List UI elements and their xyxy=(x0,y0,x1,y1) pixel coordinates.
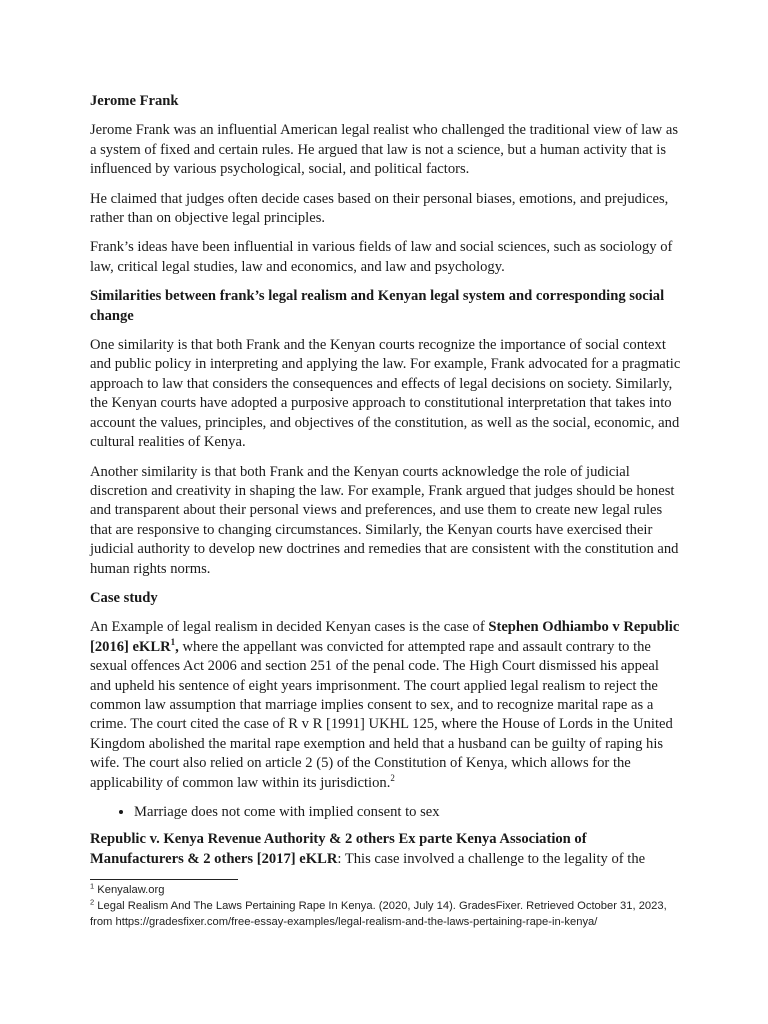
paragraph-judges-bias: He claimed that judges often decide cases based on their personal biases, emotions, and prejudices, rather than on objective legal principles. xyxy=(90,190,669,227)
paragraph-intro: Jerome Frank was an influential American legal realist who challenged the traditional view of law as a system of fixed and certain rules. He argued that law is not a science, but a human activity that is influenced by various psychological, social, and political factors. xyxy=(90,122,679,178)
section-heading-similarities: Similarities between frank’s legal realism and Kenyan legal system and corresponding social change xyxy=(90,288,665,324)
paragraph-similarity-social-context: One similarity is that both Frank and the Kenyan courts recognize the importance of social context and public policy in interpreting and applying the law. For example, Frank advocated for a pragmatic approach to law that considers the consequences and effects of legal decisions on society. Similarly, the Kenyan courts have adopted a purposive approach to constitutional interpretation that takes into account the values, principles, and objectives of the constitution, as well as the social, economic, and cultural realities of Kenya. xyxy=(90,337,681,451)
paragraph-case-two xyxy=(90,830,682,869)
section-heading-case-study: Case study xyxy=(90,589,158,606)
bullet-list xyxy=(90,803,682,822)
paragraph-case-study xyxy=(90,618,682,793)
footnote-1: $^1$ Kenyalaw.org xyxy=(90,881,165,896)
footnote-ref-2[interactable]: 2 xyxy=(390,772,395,783)
case-two-body: : This case involved a challenge to the legality of the xyxy=(337,850,646,867)
document-body xyxy=(90,92,682,879)
case-two-name: Republic v. Kenya Revenue Authority & 2 others Ex parte Kenya Association of Manufacturers & 2 others [2017] eKLR xyxy=(90,831,587,867)
list-item: • Marriage does not come with implied consent to sex xyxy=(134,803,682,822)
section-heading-jerome-frank: Jerome Frank xyxy=(90,93,179,109)
footnotes xyxy=(90,876,690,930)
case-name: Stephen Odhiambo v Republic [2016] eKLR$^1$, xyxy=(90,619,680,655)
footnote-ref-1[interactable]: 1 xyxy=(170,636,176,647)
case-intro-text: An Example of legal realism in decided Kenyan cases is the case of xyxy=(90,619,489,636)
paragraph-similarity-judicial-discretion: Another similarity is that both Frank and the Kenyan courts acknowledge the role of judicial discretion and creativity in shaping the law. For example, Frank argued that judges should be honest and transparent about their personal views and preferences, and use them to create new legal rules that are responsive to changing circumstances. Similarly, the Kenyan courts have exercised their judicial authority to develop new doctrines and remedies that are consistent with the constitution and human rights norms. xyxy=(90,463,679,577)
case-body-text: where the appellant was convicted for attempted rape and assault contrary to the sexual offences Act 2006 and section 251 of the penal code. The High Court dismissed his appeal and upheld his sentence of eight years imprisonment. The court applied legal realism to reject the common law assumption that marriage implies consent to sex, and to recognize marital rape as a crime. The court cited the case of R v R [1991] UKHL 125, where the House of Lords in the United Kingdom abolished the marital rape exemption and held that a husband can be guilty of raping his wife. The court also relied on article 2 (5) of the Constitution of Kenya, which allows for the applicability of common law within its jurisdiction. xyxy=(90,638,673,791)
paragraph-influence: Frank’s ideas have been influential in various fields of law and social sciences, such as sociology of law, critical legal studies, law and economics, and law and psychology. xyxy=(90,239,673,275)
footnote-2: $^2$ Legal Realism And The Laws Pertaining Rape In Kenya. (2020, July 14). GradesFixer. Retrieved October 31, 2023, from https://gradesfixer.com/free-essay-examples/legal-realism-and-the-laws-pertaining-rape-in-kenya/ xyxy=(90,897,667,928)
